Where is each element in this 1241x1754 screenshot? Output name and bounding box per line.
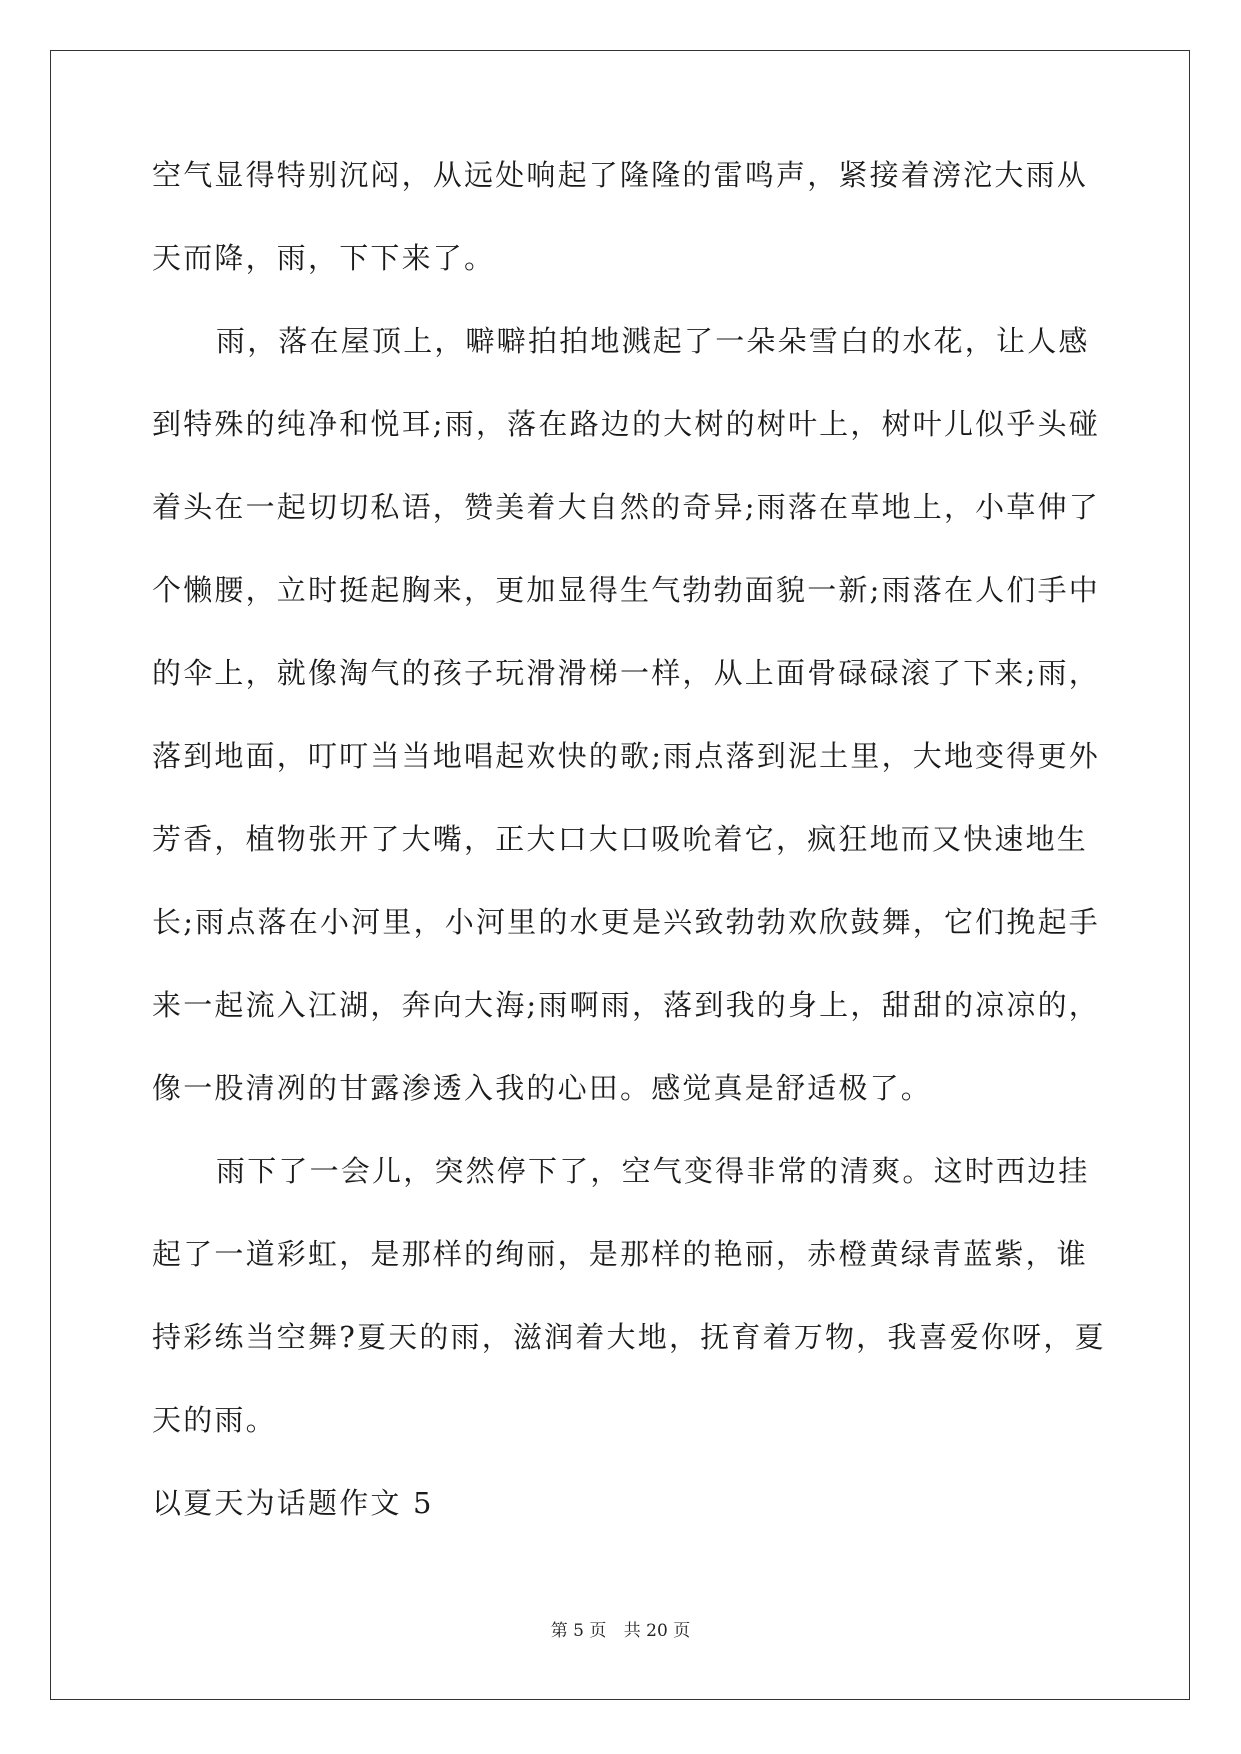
text-line: 持彩练当空舞?夏天的雨，滋润着大地，抚育着万物，我喜爱你呀，夏 — [152, 1320, 1106, 1354]
page-number: 第 5 页 — [550, 1621, 607, 1641]
text-line: 个懒腰，立时挺起胸来，更加显得生气勃勃面貌一新;雨落在人们手中 — [152, 573, 1100, 607]
text-line: 以夏天为话题作文 5 — [152, 1486, 434, 1520]
page-footer — [0, 1616, 1241, 1641]
text-line: 长;雨点落在小河里，小河里的水更是兴致勃勃欢欣鼓舞，它们挽起手 — [152, 905, 1100, 939]
text-line: 着头在一起切切私语，赞美着大自然的奇异;雨落在草地上，小草伸了 — [152, 490, 1100, 524]
text-line: 到特殊的纯净和悦耳;雨，落在路边的大树的树叶上，树叶儿似乎头碰 — [152, 407, 1100, 441]
text-line: 起了一道彩虹，是那样的绚丽，是那样的艳丽，赤橙黄绿青蓝紫，谁 — [152, 1237, 1089, 1271]
text-line: 空气显得特别沉闷，从远处响起了隆隆的雷鸣声，紧接着滂沱大雨从 — [152, 158, 1089, 192]
text-line: 雨下了一会儿，突然停下了，空气变得非常的清爽。这时西边挂 — [216, 1154, 1090, 1188]
text-line: 的伞上，就像淘气的孩子玩滑滑梯一样，从上面骨碌碌滚了下来;雨， — [152, 656, 1100, 690]
text-line: 来一起流入江湖，奔向大海;雨啊雨，落到我的身上，甜甜的凉凉的， — [152, 988, 1100, 1022]
text-line: 像一股清冽的甘露渗透入我的心田。感觉真是舒适极了。 — [152, 1071, 933, 1105]
text-line: 天而降，雨，下下来了。 — [152, 241, 496, 275]
text-line: 落到地面，叮叮当当地唱起欢快的歌;雨点落到泥土里，大地变得更外 — [152, 739, 1100, 773]
text-line: 雨，落在屋顶上，噼噼拍拍地溅起了一朵朵雪白的水花，让人感 — [216, 324, 1090, 358]
page-total: 共 20 页 — [623, 1621, 691, 1641]
text-line: 天的雨。 — [152, 1403, 277, 1437]
document-body — [152, 158, 1106, 1571]
text-line: 芳香，植物张开了大嘴，正大口大口吸吮着它，疯狂地而又快速地生 — [152, 822, 1089, 856]
